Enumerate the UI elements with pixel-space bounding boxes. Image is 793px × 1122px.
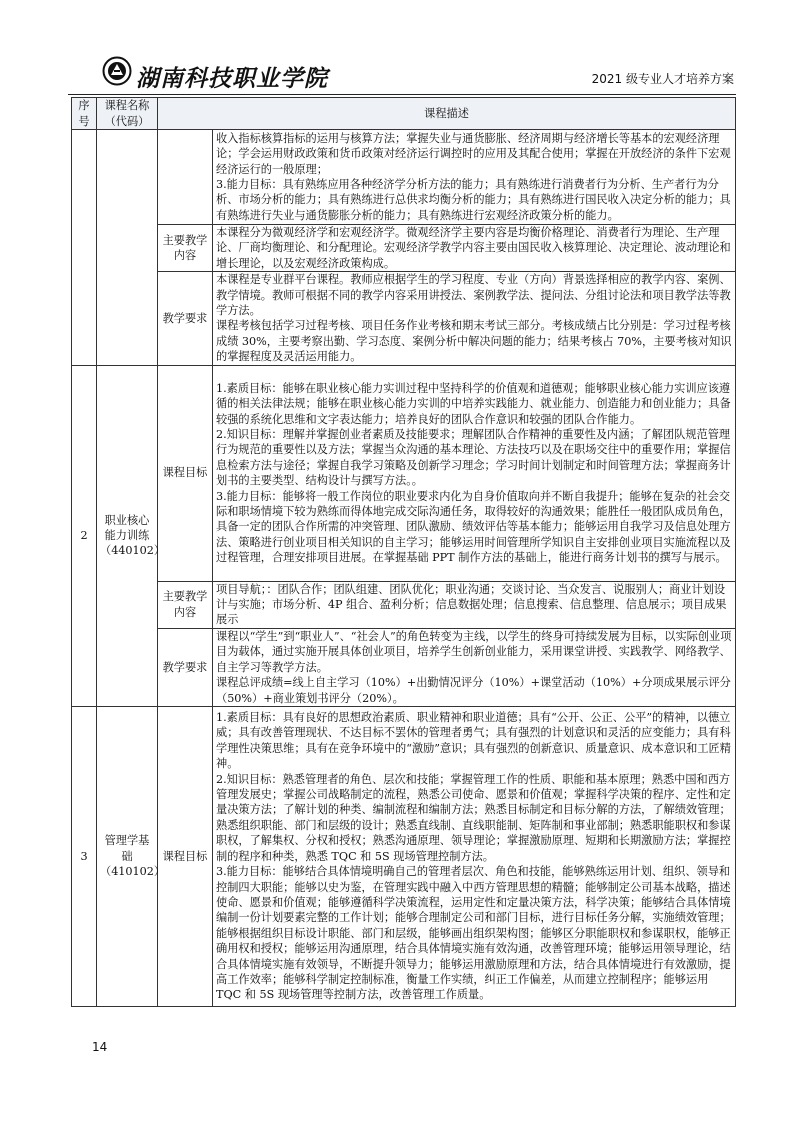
category-label: 主要教学内容 — [158, 225, 213, 272]
document-title: 2021 级专业人才培养方案 — [591, 72, 734, 86]
desc-paragraph: 2.知识目标：理解并掌握创业者素质及技能要求；理解团队合作精神的重要性及内涵；了解团队规范管理行为规范的重要性以及方法；掌握当众沟通的基本理论、方法技巧以及在职场交往中的重要作用；掌握信息检索方法与途径；掌握自我学习策略及创新学习理念；学习时间计划制定和时间管理方法；掌握商务计划书的主要类型、结构设计与撰写方法。。 — [216, 427, 731, 488]
category-label: 教学要求 — [158, 272, 213, 365]
goal-desc — [213, 706, 736, 1006]
course-name: 职业核心能力训练（440102） — [97, 365, 158, 706]
table-row — [72, 628, 736, 706]
table-header-row — [72, 98, 736, 130]
category-label: 教学要求 — [158, 628, 213, 706]
course-name: 管理学基础（410102） — [97, 706, 158, 1006]
content-desc: 本课程分为微观经济学和宏观经济学。微观经济学主要内容是均衡价格理论、消费者行为理论、生产理论、厂商均衡理论、和分配理论。宏观经济学教学内容主要由国民收入核算理论、决定理论、波动理论和增长理论，以及宏观经济政策构成。 — [213, 225, 736, 272]
page-number: 14 — [92, 1040, 108, 1054]
table-row — [72, 272, 736, 365]
goal-desc — [213, 365, 736, 581]
desc-paragraph: 课程以“学生”到“职业人”、“社会人”的角色转变为主线，以学生的终身可持续发展为目标，以实际创业项目为载体，通过实施开展具体创业项目，培养学生创新创业能力，采用课堂讲授、实践教学、网络教学、自主学习等教学方法。 — [216, 629, 732, 674]
desc-paragraph: 课程考核包括学习过程考核、项目任务作业考核和期末考试三部分。考核成绩占比分别是：学习过程考核成绩 30%，主要考察出勤、学习态度、案例分析中解决问题的能力；结果考核占 70%，主要考核对知识的掌握程度及灵活运用能力。 — [216, 319, 732, 364]
school-name: 湖南科技职业学院 — [136, 65, 328, 92]
category-label: 主要教学内容 — [158, 581, 213, 628]
desc-paragraph: 本课程是专业群平台课程。教师应根据学生的学习程度、专业（方向）背景选择相应的教学内容、案例、教学情境。教师可根据不同的教学内容采用讲授法、案例教学法、提问法、分组讨论法和项目教学法等教学方法。 — [216, 273, 731, 318]
goal-desc — [213, 130, 736, 225]
table-row — [72, 706, 736, 1006]
header-desc: 课程描述 — [158, 98, 736, 130]
desc-paragraph: 1.素质目标：能够在职业核心能力实训过程中坚持科学的价值观和道德观；能够职业核心能力实训应该遵循的相关法律法规；能够在职业核心能力实训的中培养实践能力、就业能力、创造能力和创业能力；具备较强的系统化思维和文字表达能力；培养良好的团队合作意识和较强的团队合作能力。 — [216, 381, 731, 426]
desc-paragraph: 3.能力目标：能够将一般工作岗位的职业要求内化为自身价值取向并不断自我提升；能够在复杂的社会交际和职场情境下较为熟练而得体地完成交际沟通任务，取得较好的沟通效果；能胜任一般团队成员角色，具备一定的团队合作所需的冲突管理、团队激励、绩效评估等基本能力；能够运用自我学习及信息处理方法、策略进行创业项目相关知识的自主学习；能够运用时间管理所学知识自主安排创业项目实施流程以及过程管理，合理安排项目进展。在掌握基础 PPT 制作方法的基础上，能进行商务计划书的撰写与展示。 — [216, 489, 731, 565]
table-row — [72, 581, 736, 628]
desc-paragraph: 2.知识目标：熟悉管理者的角色、层次和技能；掌握管理工作的性质、职能和基本原理；熟悉中国和西方管理发展史；掌握公司战略制定的流程，熟悉公司使命、愿景和价值观；掌握科学决策的程序、定性和定量决策方法；了解计划的种类、编制流程和编制方法；熟悉目标制定和目标分解的方法，了解绩效管理；熟悉组织职能、部门和层级的设计；熟悉直线制、直线职能制、矩阵制和事业部制；熟悉职能职权和参谋职权，了解集权、分权和授权；熟悉沟通原理、领导理论；掌握激励原理、短期和长期激励方法；掌握控制的程序和种类，熟悉 TQC 和 5S 现场管理控制方法。 — [216, 772, 731, 863]
desc-paragraph: 课程总评成绩=线上自主学习（10%）+出勤情况评分（10%）+课堂活动（10%）+分项成果展示评分（50%）+商业策划书评分（20%）。 — [216, 676, 731, 705]
row-num-cell — [72, 130, 97, 366]
row-course-cell — [97, 130, 158, 366]
table-row — [72, 225, 736, 272]
desc-paragraph: 1.素质目标：具有良好的思想政治素质、职业精神和职业道德；具有“公开、公正、公平”的精神，以德立威；具有改善管理现状、不达目标不罢休的管理者勇气；具有强烈的计划意识和灵活的应变能力；具有科学理性决策思维；具有在竞争环境中的“激励”意识；具有强烈的创新意识、质量意识、成本意识和工匠精神。 — [216, 711, 731, 771]
category-label: 课程目标 — [158, 365, 213, 581]
content-desc: 项目导航；：团队合作；团队组建、团队优化；职业沟通；交谈讨论、当众发言、说服别人；商业计划设计与实施；市场分析、4P 组合、盈利分析；信息数据处理；信息搜索、信息整理、信息展示；项目成果展示 — [213, 581, 736, 628]
desc-paragraph: 收入指标核算指标的运用与核算方法；掌握失业与通货膨胀、经济周期与经济增长等基本的宏观经济理论；学会运用财政政策和货币政策对经济运行调控时的应用及其配合使用；掌握在开放经济的条件下宏观经济运行的一般原理； — [216, 131, 731, 176]
header-course: 课程名称（代码） — [97, 98, 158, 130]
page-header — [68, 54, 736, 95]
category-cell — [158, 130, 213, 225]
category-label: 课程目标 — [158, 706, 213, 1006]
desc-paragraph: 3.能力目标：具有熟练应用各种经济学分析方法的能力；具有熟练进行消费者行为分析、生产者行为分析、市场分析的能力；具有熟练进行总供求均衡分析的能力；具有熟练进行国民收入决定分析的能力；具有熟练进行失业与通货膨胀分析的能力；具有熟练进行宏观经济政策分析的能力。 — [216, 178, 731, 222]
desc-paragraph: 3.能力目标：能够结合具体情境明确自己的管理者层次、角色和技能，能够熟练运用计划、组织、领导和控制四大职能；能够以史为鉴，在管理实践中融入中西方管理思想的精髓；能够制定公司基本战略，描述使命、愿景和价值观；能够遵循科学决策流程，运用定性和定量决策方法，科学决策；能够结合具体情境编制一份计划要素完整的工作计划；能够合理制定公司和部门目标，进行目标任务分解，实施绩效管理；能够根据组织目标设计职能、部门和层级，能够画出组织架构图；能够区分职能职权和参谋职权，能够正确用权和授权；能够运用沟通原理，结合具体情境实施有效沟通，改善管理环境；能够运用领导理论，结合具体情境实施有效领导，不断提升领导力；能够运用激励原理和方法，结合具体情境进行有效激励，提高工作效率；能够科学制定控制标准，衡量工作实绩，纠正工作偏差，从而建立控制程序；能够运用 TQC 和 5S 现场管理等控制方法，改善管理工作质量。 — [216, 865, 731, 1002]
school-logo-icon — [102, 56, 132, 86]
req-desc — [213, 628, 736, 706]
req-desc — [213, 272, 736, 365]
table-row — [72, 365, 736, 581]
curriculum-table — [71, 97, 736, 1007]
table-row — [72, 130, 736, 225]
row-num: 3 — [72, 706, 97, 1006]
row-num: 2 — [72, 365, 97, 706]
header-num: 序号 — [72, 98, 97, 130]
